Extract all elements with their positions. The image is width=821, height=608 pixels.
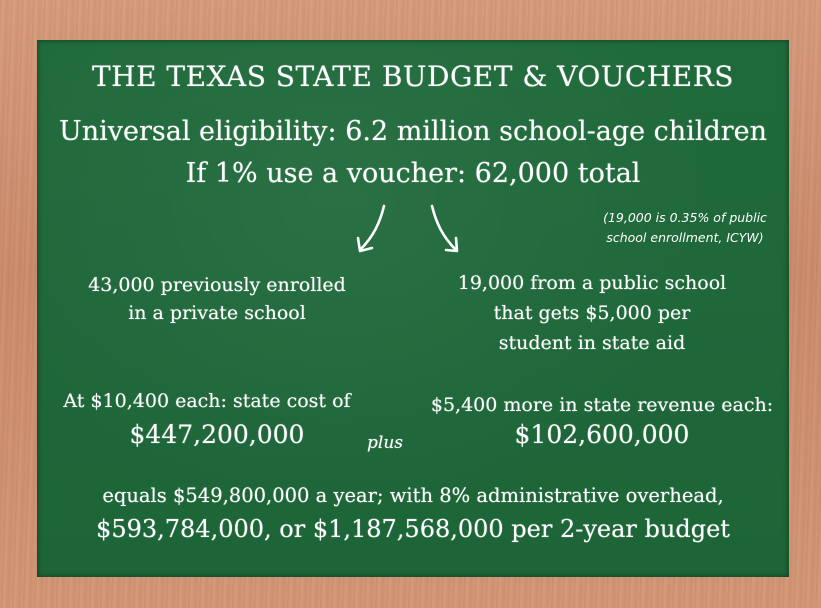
split-arrows-icon bbox=[342, 200, 472, 270]
private-line-2: in a private school bbox=[128, 302, 306, 324]
public-line-1: 19,000 from a public school bbox=[457, 272, 727, 294]
revenue-value: $102,600,000 bbox=[514, 420, 690, 449]
public-line-2: that gets $5,000 per bbox=[493, 302, 691, 324]
total-line-1: equals $549,800,000 a year; with 8% administrative overhead, bbox=[102, 484, 724, 507]
right-arrow-icon bbox=[432, 206, 456, 250]
cost-label: At $10,400 each: state cost of bbox=[63, 390, 351, 412]
private-line-1: 43,000 previously enrolled bbox=[88, 274, 346, 296]
eligibility-line: Universal eligibility: 6.2 million school-age children bbox=[58, 116, 768, 147]
chalkboard bbox=[37, 40, 789, 577]
footnote: (19,000 is 0.35% of public school enrollment, ICYW) bbox=[603, 210, 767, 245]
voucher-line: If 1% use a voucher: 62,000 total bbox=[185, 158, 641, 189]
cost-value: $447,200,000 bbox=[129, 420, 305, 449]
plus-word: plus bbox=[367, 433, 403, 453]
total-line-2: $593,784,000, or $1,187,568,000 per 2-year budget bbox=[96, 515, 730, 543]
public-line-3: student in state aid bbox=[498, 332, 686, 354]
revenue-label: $5,400 more in state revenue each: bbox=[430, 394, 774, 416]
page-title: THE TEXAS STATE BUDGET & VOUCHERS bbox=[92, 60, 734, 93]
left-arrow-icon bbox=[360, 206, 384, 250]
